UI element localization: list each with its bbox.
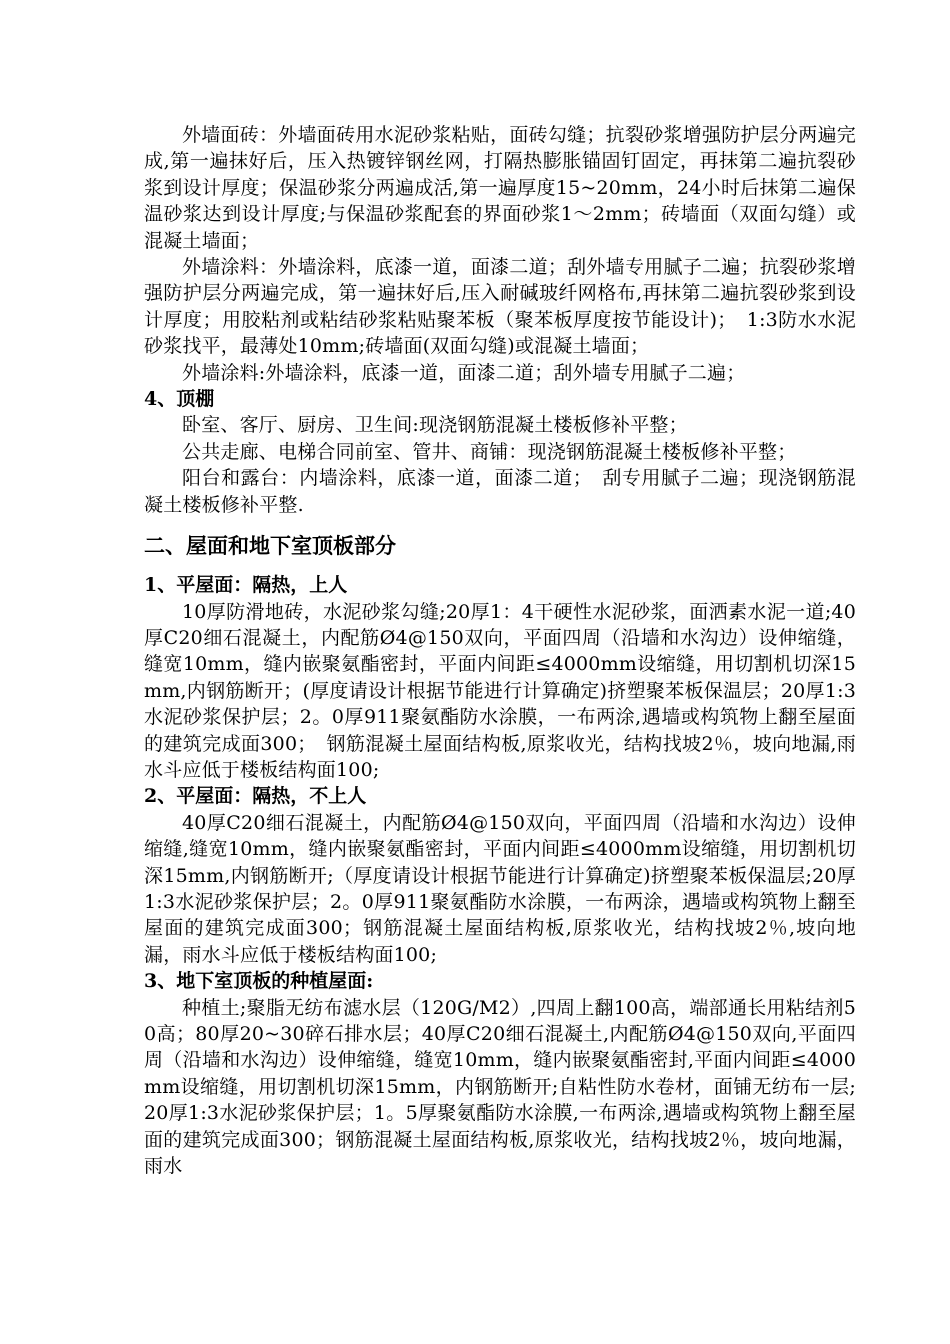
heading-flat-roof-accessible: 1、平屋面：隔热，上人 xyxy=(144,574,348,597)
para-exterior-coating: 外墙涂料:外墙涂料，底漆一道，面漆二道；刮外墙专用腻子二遍； xyxy=(182,361,746,384)
section-title-roof: 二、屋面和地下室顶板部分 xyxy=(144,533,396,559)
document-page xyxy=(144,122,856,1179)
para-planted-roof: 种植土;聚脂无纺布滤水层（120G/M2）,四周上翻100高，端部通长用粘结剂50高；80厚20~30碎石排水层；40厚C20细石混凝土,内配筋Ø4@150双向,平面四周（沿墙和水沟边）设伸缩缝，缝宽10mm，缝内嵌聚氨酯密封,平面内间距≤4000mm设缩缝，用切割机切深15mm，内钢筋断开;自粘性防水卷材，面铺无纺布一层;20厚1:3水泥砂浆保护层；1。5厚聚氨酯防水涂膜,一布两涂,遇墙或构筑物上翻至屋面的建筑完成面300；钢筋混凝土屋面结构板,原浆收光，结构找坡2％，坡向地漏，雨水 xyxy=(144,996,856,1178)
para-ceiling-rooms: 卧室、客厅、厨房、卫生间:现浇钢筋混凝土楼板修补平整； xyxy=(182,414,688,437)
para-flat-roof-accessible: 10厚防滑地砖，水泥砂浆勾缝;20厚1：4干硬性水泥砂浆，面洒素水泥一道;40厚C20细石混凝土，内配筋Ø4@150双向，平面四周（沿墙和水沟边）设伸缩缝，缝宽10mm，缝内嵌聚氨酯密封，平面内间距≤4000mm设缩缝，用切割机切深15mm,内钢筋断开；(厚度请设计根据节能进行计算确定)挤塑聚苯板保温层；20厚1:3水泥砂浆保护层；2。0厚911聚氨酯防水涂膜，一布两涂,遇墙或构筑物上翻至屋面的建筑完成面300； 钢筋混凝土屋面结构板,原浆收光，结构找坡2％，坡向地漏,雨水斗应低于楼板结构面100; xyxy=(144,600,856,781)
para-exterior-tile: 外墙面砖：外墙面砖用水泥砂浆粘贴，面砖勾缝；抗裂砂浆增强防护层分两遍完成,第一遍抹好后，压入热镀锌钢丝网，打隔热膨胀锚固钉固定，再抹第二遍抗裂砂浆到设计厚度；保温砂浆分两遍成活,第一遍厚度15~20mm，24小时后抹第二遍保温砂浆达到设计厚度;与保温砂浆配套的界面砂浆1～2mm；砖墙面（双面勾缝）或混凝土墙面； xyxy=(144,124,856,252)
para-exterior-paint: 外墙涂料：外墙涂料，底漆一道，面漆二道；刮外墙专用腻子二遍；抗裂砂浆增强防护层分两遍完成，第一遍抹好后,压入耐碱玻纤网格布,再抹第二遍抗裂砂浆到设计厚度；用胶粘剂或粘结砂浆粘贴聚苯板（聚苯板厚度按节能设计)； 1:3防水水泥砂浆找平，最薄处10mm;砖墙面(双面勾缝)或混凝土墙面； xyxy=(144,256,856,358)
heading-planted-roof: 3、地下室顶板的种植屋面: xyxy=(144,970,374,993)
para-ceiling-balcony: 阳台和露台：内墙涂料，底漆一道，面漆二道； 刮专用腻子二遍；现浇钢筋混凝土楼板修补平整. xyxy=(144,467,856,516)
heading-ceiling: 4、顶棚 xyxy=(144,388,215,411)
heading-flat-roof-non-accessible: 2、平屋面：隔热，不上人 xyxy=(144,785,367,808)
para-flat-roof-non-accessible: 40厚C20细石混凝土，内配筋Ø4@150双向，平面四周（沿墙和水沟边）设伸缩缝,缝宽10mm，缝内嵌聚氨酯密封，平面内间距≤4000mm设缩缝，用切割机切深15mm,内钢筋断开;（厚度请设计根据节能进行计算确定)挤塑聚苯板保温层;20厚1:3水泥砂浆保护层；2。0厚911聚氨酯防水涂膜，一布两涂，遇墙或构筑物上翻至屋面的建筑完成面300；钢筋混凝土屋面结构板,原浆收光，结构找坡2％,坡向地漏，雨水斗应低于楼板结构面100; xyxy=(144,811,856,966)
para-ceiling-public: 公共走廊、电梯合同前室、管井、商铺：现浇钢筋混凝土楼板修补平整； xyxy=(182,440,797,463)
